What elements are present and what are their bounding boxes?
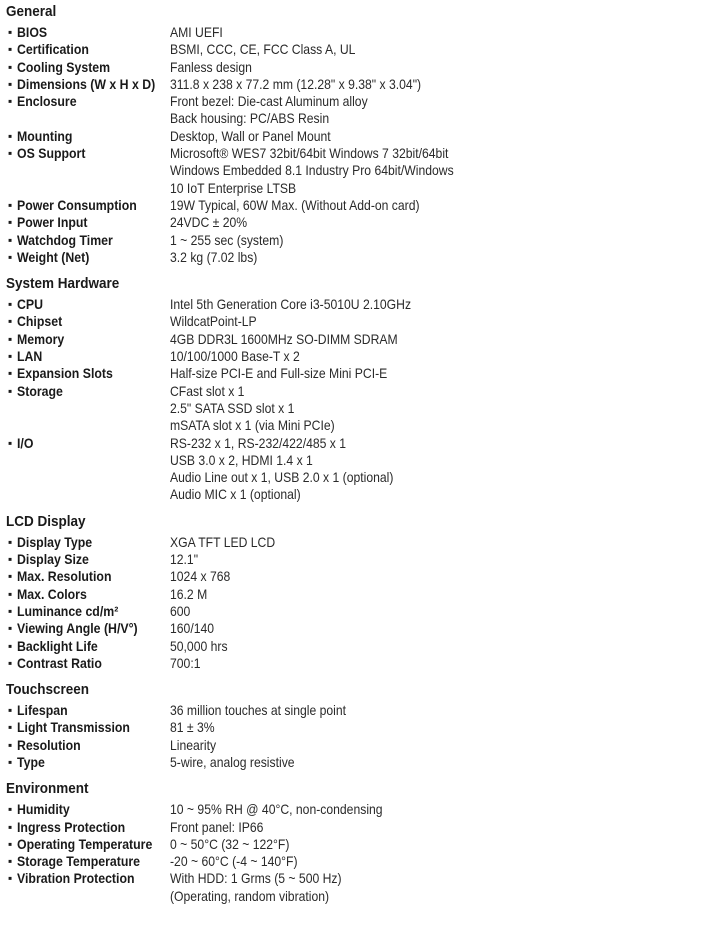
spec-value: BSMI, CCC, CE, FCC Class A, UL [170,41,356,58]
spec-value: -20 ~ 60°C (-4 ~ 140°F) [170,853,298,870]
spec-row [0,702,706,719]
spec-row [0,870,706,905]
spec-value: 12.1" [170,551,199,568]
spec-value: 700:1 [170,654,201,671]
bullet-icon: ▪ [8,232,13,247]
spec-value: 81 ± 3% [170,719,215,736]
spec-values [170,128,706,145]
spec-values [170,93,706,128]
spec-row [0,801,706,818]
spec-label: Type [17,753,45,770]
bullet-icon: ▪ [8,836,13,851]
spec-section [0,274,706,504]
spec-label: Operating Temperature [17,835,153,852]
spec-value: With HDD: 1 Grms (5 ~ 500 Hz) [170,870,342,887]
spec-values [170,568,706,585]
spec-value: 1024 x 768 [170,568,231,585]
spec-value: 1 ~ 255 sec (system) [170,231,284,248]
spec-values [170,534,706,551]
spec-label: Lifespan [17,702,68,719]
spec-value: Front bezel: Die-cast Aluminum alloy [170,93,368,110]
spec-value: 5-wire, analog resistive [170,753,295,770]
bullet-icon: ▪ [8,854,13,869]
spec-value: 50,000 hrs [170,637,228,654]
spec-row [0,249,706,266]
spec-row [0,819,706,836]
spec-value: 3.2 kg (7.02 lbs) [170,248,258,265]
spec-values [170,655,706,672]
spec-row [0,620,706,637]
spec-label: Power Input [17,214,88,231]
section-title: LCD Display [6,512,86,530]
bullet-icon: ▪ [8,331,13,346]
spec-row [0,737,706,754]
spec-values [170,719,706,736]
bullet-icon: ▪ [8,621,13,636]
spec-row [0,435,706,504]
spec-section [0,2,706,266]
spec-values [170,801,706,818]
spec-row [0,603,706,620]
bullet-icon: ▪ [8,215,13,230]
spec-row [0,365,706,382]
section-title: General [6,3,57,20]
spec-row [0,214,706,231]
spec-values [170,365,706,382]
section-title: Environment [6,780,89,798]
spec-label: Cooling System [17,58,111,75]
spec-label: Certification [17,41,89,58]
bullet-icon: ▪ [8,703,13,718]
spec-value: Audio Line out x 1, USB 2.0 x 1 (optional) [170,469,394,486]
bullet-icon: ▪ [8,754,13,769]
spec-label: Expansion Slots [17,365,113,382]
spec-row [0,534,706,551]
bullet-icon: ▪ [8,720,13,735]
spec-row [0,853,706,870]
spec-row [0,76,706,93]
spec-value: 19W Typical, 60W Max. (Without Add-on card) [170,196,420,213]
bullet-icon: ▪ [8,76,13,91]
spec-value: Desktop, Wall or Panel Mount [170,127,331,144]
bullet-icon: ▪ [8,25,13,39]
spec-values [170,232,706,249]
spec-row [0,93,706,128]
bullet-icon: ▪ [8,314,13,329]
bullet-icon: ▪ [8,802,13,817]
spec-value: 36 million touches at single point [170,702,347,719]
spec-row [0,551,706,568]
spec-label: Max. Resolution [17,568,112,585]
spec-values [170,331,706,348]
spec-row [0,41,706,58]
spec-value: 160/140 [170,620,215,637]
spec-values [170,197,706,214]
bullet-icon: ▪ [8,383,13,398]
spec-value: 4GB DDR3L 1600MHz SO-DIMM SDRAM [170,330,398,347]
spec-values [170,145,706,197]
spec-row [0,586,706,603]
spec-value: mSATA slot x 1 (via Mini PCIe) [170,417,335,434]
spec-value: USB 3.0 x 2, HDMI 1.4 x 1 [170,451,313,468]
spec-row [0,383,706,435]
spec-row [0,232,706,249]
spec-values [170,383,706,435]
spec-value: 600 [170,602,191,619]
spec-value: WildcatPoint-LP [170,313,257,330]
spec-row [0,296,706,313]
spec-values [170,737,706,754]
spec-row [0,128,706,145]
spec-label: LAN [17,348,43,365]
spec-label: Display Size [17,551,89,568]
spec-value: 10/100/1000 Base-T x 2 [170,348,300,365]
spec-value: Intel 5th Generation Core i3-5010U 2.10GHz [170,296,412,313]
bullet-icon: ▪ [8,586,13,601]
bullet-icon: ▪ [8,655,13,670]
spec-label: Enclosure [17,93,77,110]
spec-label: Backlight Life [17,637,98,654]
spec-values [170,214,706,231]
bullet-icon: ▪ [8,297,13,312]
spec-row [0,638,706,655]
spec-label: Resolution [17,736,81,753]
spec-value: Linearity [170,736,217,753]
spec-row [0,24,706,41]
spec-label: Humidity [17,801,70,818]
bullet-icon: ▪ [8,94,13,109]
spec-values [170,586,706,603]
spec-label: I/O [17,434,34,451]
spec-value: 2.5" SATA SSD slot x 1 [170,399,295,416]
spec-value: 10 IoT Enterprise LTSB [170,179,297,196]
bullet-icon: ▪ [8,871,13,886]
spec-label: Storage [17,382,63,399]
bullet-icon: ▪ [8,197,13,212]
spec-value: XGA TFT LED LCD [170,533,276,550]
spec-values [170,348,706,365]
spec-value: Fanless design [170,58,252,75]
spec-section [0,779,706,905]
spec-values [170,313,706,330]
spec-label: Vibration Protection [17,870,135,887]
spec-label: Ingress Protection [17,818,126,835]
bullet-icon: ▪ [8,366,13,381]
section-title: Touchscreen [6,681,90,699]
spec-values [170,41,706,58]
bullet-icon: ▪ [8,534,13,549]
spec-row [0,331,706,348]
spec-label: Max. Colors [17,585,87,602]
spec-values [170,435,706,504]
spec-value: 24VDC ± 20% [170,214,248,231]
spec-label: Storage Temperature [17,853,141,870]
spec-row [0,197,706,214]
spec-value: Back housing: PC/ABS Resin [170,110,330,127]
bullet-icon: ▪ [8,552,13,567]
spec-values [170,249,706,266]
spec-label: Contrast Ratio [17,654,102,671]
spec-label: CPU [17,296,44,313]
spec-label: Weight (Net) [17,248,90,265]
spec-row [0,655,706,672]
bullet-icon: ▪ [8,737,13,752]
spec-values [170,853,706,870]
bullet-icon: ▪ [8,249,13,264]
spec-values [170,819,706,836]
spec-label: Display Type [17,533,93,550]
spec-label: Memory [17,330,65,347]
spec-row [0,754,706,771]
bullet-icon: ▪ [8,603,13,618]
spec-section [0,512,706,672]
spec-row [0,836,706,853]
spec-row [0,719,706,736]
spec-label: OS Support [17,145,86,162]
spec-values [170,754,706,771]
spec-value: 311.8 x 238 x 77.2 mm (12.28" x 9.38" x 3.04") [170,75,422,92]
spec-values [170,603,706,620]
spec-values [170,870,706,905]
spec-values [170,551,706,568]
spec-values [170,620,706,637]
spec-row [0,145,706,197]
spec-value: (Operating, random vibration) [170,887,330,904]
bullet-icon: ▪ [8,638,13,653]
bullet-icon: ▪ [8,42,13,57]
spec-label: Light Transmission [17,719,130,736]
spec-values [170,59,706,76]
spec-label: BIOS [17,24,48,40]
spec-label: Luminance cd/m² [17,602,119,619]
spec-values [170,296,706,313]
spec-values [170,76,706,93]
bullet-icon: ▪ [8,349,13,364]
bullet-icon: ▪ [8,435,13,450]
spec-row [0,313,706,330]
spec-label: Viewing Angle (H/V°) [17,620,138,637]
spec-label: Dimensions (W x H x D) [17,75,156,92]
spec-value: Windows Embedded 8.1 Industry Pro 64bit/Windows [170,162,454,179]
bullet-icon: ▪ [8,146,13,161]
spec-label: Chipset [17,313,63,330]
spec-value: RS-232 x 1, RS-232/422/485 x 1 [170,434,347,451]
spec-value: Microsoft® WES7 32bit/64bit Windows 7 32bit/64bit [170,145,449,162]
spec-values [170,702,706,719]
spec-values [170,836,706,853]
spec-values [170,24,706,41]
bullet-icon: ▪ [8,59,13,74]
spec-section [0,680,706,771]
spec-value: 16.2 M [170,585,208,602]
spec-label: Mounting [17,127,73,144]
bullet-icon: ▪ [8,819,13,834]
spec-row [0,568,706,585]
spec-value: CFast slot x 1 [170,382,245,399]
spec-label: Watchdog Timer [17,231,113,248]
spec-value: 10 ~ 95% RH @ 40°C, non-condensing [170,801,383,818]
spec-row [0,348,706,365]
spec-value: 0 ~ 50°C (32 ~ 122°F) [170,835,290,852]
bullet-icon: ▪ [8,569,13,584]
spec-row [0,59,706,76]
spec-label: Power Consumption [17,196,137,213]
spec-values [170,638,706,655]
spec-value: Audio MIC x 1 (optional) [170,486,301,503]
bullet-icon: ▪ [8,128,13,143]
spec-value: AMI UEFI [170,24,223,40]
spec-value: Front panel: IP66 [170,818,264,835]
section-title: System Hardware [6,275,120,293]
spec-value: Half-size PCI-E and Full-size Mini PCI-E [170,365,388,382]
